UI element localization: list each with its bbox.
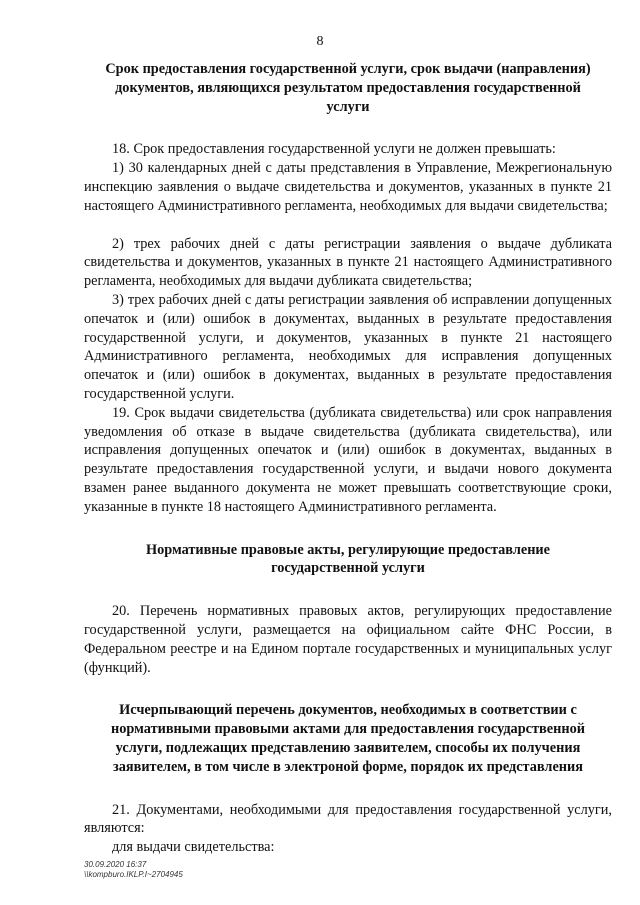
section-heading-documents-list: Исчерпывающий перечень документов, необходимых в соответствии с нормативными правовыми актами для предоставления государственной услуги, подлежащих представлению заявителем, способы их получения заявителем, в том числе в электроной форме, порядок их представления bbox=[111, 702, 585, 775]
footer-file-reference: \\kompburo.IKLP.I~2704945 bbox=[84, 870, 183, 879]
document-body bbox=[84, 60, 612, 857]
paragraph-19: 19. Срок выдачи свидетельства (дубликата свидетельства) или срок направления уведомления об отказе в выдаче свидетельства (дубликата свидетельства), или исправления допущенных опечаток и (или) ошибок в документах, выданных в результате предоставления государственной услуги, и выдачи нового документа взамен ранее выданного документа не может превышать соответствующие сроки, указанные в пункте 18 настоящего Административного регламента. bbox=[84, 404, 612, 515]
document-footer bbox=[84, 860, 183, 880]
paragraph-20: 20. Перечень нормативных правовых актов, регулирующих предоставление государственной услуги, размещается на официальном сайте ФНС России, в Федеральном реестре и на Едином портале государственных и муниципальных услуг (функций). bbox=[84, 603, 612, 676]
paragraph-18-item-1: 1) 30 календарных дней с даты представления в Управление, Межрегиональную инспекцию заявления о выдаче свидетельства и документов, указанных в пункте 21 настоящего Административного регламента, необходимых для выдачи свидетельства; bbox=[84, 160, 612, 214]
section-heading-legal-acts: Нормативные правовые акты, регулирующие предоставление государственной услуги bbox=[145, 541, 551, 577]
paragraph-21: 21. Документами, необходимыми для предоставления государственной услуги, являются: bbox=[84, 801, 612, 837]
paragraph-21-subitem: для выдачи свидетельства: bbox=[112, 839, 275, 856]
paragraph-18: 18. Срок предоставления государственной услуги не должен превышать: bbox=[112, 141, 556, 158]
paragraph-18-item-2: 2) трех рабочих дней с даты регистрации заявления о выдаче дубликата свидетельства и документов, указанных в пункте 21 настоящего Административного регламента, необходимых для выдачи дубликата свидетельства; bbox=[84, 235, 612, 290]
paragraph-18-item-3: 3) трех рабочих дней с даты регистрации заявления об исправлении допущенных опечаток и (или) ошибок в документах, выданных в результате предоставления государственной услуги, и документов, указанных в пункте 21 настоящего Административного регламента, необходимых для исправления допущенных опечаток и (или) ошибок в документах, выданных в результате предоставления государственной услуги. bbox=[84, 291, 612, 402]
section-heading-term: Срок предоставления государственной услуги, срок выдачи (направления) документов, являющихся результатом предоставления государственной услуги bbox=[105, 61, 591, 115]
page-number: 8 bbox=[316, 34, 324, 49]
footer-timestamp: 30.09.2020 16:37 bbox=[84, 860, 147, 869]
